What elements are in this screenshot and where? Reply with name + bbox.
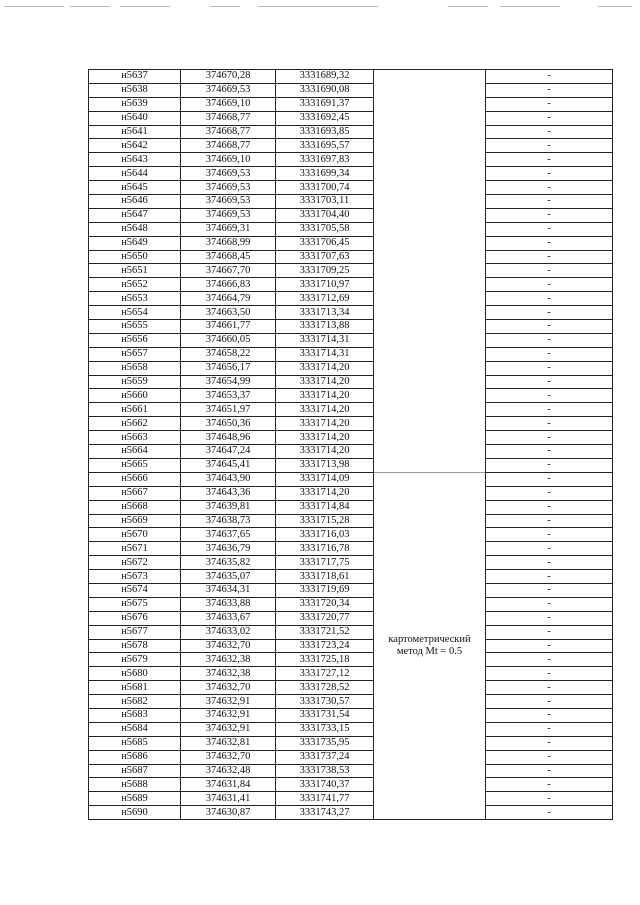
note-cell: - (486, 333, 613, 347)
table-row (89, 375, 613, 389)
x-coordinate-cell: 374632,81 (181, 736, 276, 750)
y-coordinate-cell: 3331714,09 (276, 472, 374, 486)
x-coordinate-cell: 374631,84 (181, 778, 276, 792)
x-coordinate-cell: 374669,53 (181, 181, 276, 195)
point-id-cell: н5642 (89, 139, 181, 153)
table-row (89, 667, 613, 681)
table-row (89, 361, 613, 375)
x-coordinate-cell: 374647,24 (181, 445, 276, 459)
table-row (89, 347, 613, 361)
table-row (89, 570, 613, 584)
table-row (89, 514, 613, 528)
point-id-cell: н5659 (89, 375, 181, 389)
x-coordinate-cell: 374637,65 (181, 528, 276, 542)
y-coordinate-cell: 3331716,78 (276, 542, 374, 556)
note-cell: - (486, 195, 613, 209)
table-row (89, 320, 613, 334)
y-coordinate-cell: 3331695,57 (276, 139, 374, 153)
x-coordinate-cell: 374668,99 (181, 236, 276, 250)
x-coordinate-cell: 374661,77 (181, 320, 276, 334)
x-coordinate-cell: 374650,36 (181, 417, 276, 431)
table-row (89, 806, 613, 820)
point-id-cell: н5649 (89, 236, 181, 250)
note-cell: - (486, 597, 613, 611)
scan-edge-marks (0, 6, 640, 10)
y-coordinate-cell: 3331715,28 (276, 514, 374, 528)
note-cell: - (486, 806, 613, 820)
table-row (89, 403, 613, 417)
table-row (89, 222, 613, 236)
note-cell: - (486, 667, 613, 681)
point-id-cell: н5662 (89, 417, 181, 431)
point-id-cell: н5652 (89, 278, 181, 292)
y-coordinate-cell: 3331692,45 (276, 111, 374, 125)
point-id-cell: н5674 (89, 583, 181, 597)
table-row (89, 278, 613, 292)
point-id-cell: н5655 (89, 320, 181, 334)
note-cell: - (486, 708, 613, 722)
table-row (89, 681, 613, 695)
point-id-cell: н5686 (89, 750, 181, 764)
table-row (89, 264, 613, 278)
note-cell: - (486, 306, 613, 320)
x-coordinate-cell: 374638,73 (181, 514, 276, 528)
point-id-cell: н5670 (89, 528, 181, 542)
y-coordinate-cell: 3331710,97 (276, 278, 374, 292)
x-coordinate-cell: 374667,70 (181, 264, 276, 278)
note-cell: - (486, 347, 613, 361)
point-id-cell: н5646 (89, 195, 181, 209)
point-id-cell: н5639 (89, 97, 181, 111)
note-cell: - (486, 222, 613, 236)
note-cell: - (486, 639, 613, 653)
y-coordinate-cell: 3331707,63 (276, 250, 374, 264)
x-coordinate-cell: 374635,82 (181, 556, 276, 570)
y-coordinate-cell: 3331719,69 (276, 583, 374, 597)
table-row (89, 583, 613, 597)
point-id-cell: н5644 (89, 167, 181, 181)
point-id-cell: н5688 (89, 778, 181, 792)
table-row (89, 708, 613, 722)
table-row (89, 431, 613, 445)
point-id-cell: н5678 (89, 639, 181, 653)
x-coordinate-cell: 374632,91 (181, 722, 276, 736)
y-coordinate-cell: 3331735,95 (276, 736, 374, 750)
note-cell: - (486, 472, 613, 486)
y-coordinate-cell: 3331689,32 (276, 70, 374, 84)
x-coordinate-cell: 374631,41 (181, 792, 276, 806)
note-cell: - (486, 500, 613, 514)
table-row (89, 181, 613, 195)
y-coordinate-cell: 3331713,98 (276, 458, 374, 472)
table-row (89, 556, 613, 570)
y-coordinate-cell: 3331730,57 (276, 695, 374, 709)
note-cell: - (486, 431, 613, 445)
y-coordinate-cell: 3331740,37 (276, 778, 374, 792)
coordinates-table-body (89, 70, 613, 820)
point-id-cell: н5677 (89, 625, 181, 639)
method-label: картометрический метод Mt = 0.5 (388, 633, 471, 657)
x-coordinate-cell: 374658,22 (181, 347, 276, 361)
x-coordinate-cell: 374635,07 (181, 570, 276, 584)
y-coordinate-cell: 3331697,83 (276, 153, 374, 167)
table-row (89, 792, 613, 806)
y-coordinate-cell: 3331714,31 (276, 347, 374, 361)
table-row (89, 653, 613, 667)
table-row (89, 167, 613, 181)
point-id-cell: н5664 (89, 445, 181, 459)
table-row (89, 750, 613, 764)
note-cell: - (486, 320, 613, 334)
note-cell: - (486, 625, 613, 639)
y-coordinate-cell: 3331728,52 (276, 681, 374, 695)
point-id-cell: н5676 (89, 611, 181, 625)
note-cell: - (486, 764, 613, 778)
x-coordinate-cell: 374645,41 (181, 458, 276, 472)
table-row (89, 236, 613, 250)
note-cell: - (486, 236, 613, 250)
point-id-cell: н5679 (89, 653, 181, 667)
x-coordinate-cell: 374643,90 (181, 472, 276, 486)
table-row (89, 639, 613, 653)
note-cell: - (486, 375, 613, 389)
point-id-cell: н5640 (89, 111, 181, 125)
point-id-cell: н5638 (89, 83, 181, 97)
x-coordinate-cell: 374639,81 (181, 500, 276, 514)
table-row (89, 97, 613, 111)
point-id-cell: н5675 (89, 597, 181, 611)
method-cell-upper (374, 70, 486, 473)
table-row (89, 139, 613, 153)
note-cell: - (486, 570, 613, 584)
y-coordinate-cell: 3331720,77 (276, 611, 374, 625)
y-coordinate-cell: 3331716,03 (276, 528, 374, 542)
x-coordinate-cell: 374663,50 (181, 306, 276, 320)
y-coordinate-cell: 3331704,40 (276, 208, 374, 222)
y-coordinate-cell: 3331738,53 (276, 764, 374, 778)
table-row (89, 389, 613, 403)
x-coordinate-cell: 374669,53 (181, 167, 276, 181)
point-id-cell: н5647 (89, 208, 181, 222)
note-cell: - (486, 181, 613, 195)
point-id-cell: н5682 (89, 695, 181, 709)
point-id-cell: н5669 (89, 514, 181, 528)
y-coordinate-cell: 3331731,54 (276, 708, 374, 722)
x-coordinate-cell: 374643,36 (181, 486, 276, 500)
point-id-cell: н5658 (89, 361, 181, 375)
note-cell: - (486, 792, 613, 806)
table-row (89, 486, 613, 500)
x-coordinate-cell: 374648,96 (181, 431, 276, 445)
note-cell: - (486, 125, 613, 139)
y-coordinate-cell: 3331743,27 (276, 806, 374, 820)
table-row (89, 625, 613, 639)
table-row (89, 722, 613, 736)
table-row (89, 333, 613, 347)
note-cell: - (486, 750, 613, 764)
note-cell: - (486, 361, 613, 375)
x-coordinate-cell: 374669,53 (181, 208, 276, 222)
y-coordinate-cell: 3331691,37 (276, 97, 374, 111)
x-coordinate-cell: 374632,70 (181, 750, 276, 764)
point-id-cell: н5680 (89, 667, 181, 681)
y-coordinate-cell: 3331705,58 (276, 222, 374, 236)
y-coordinate-cell: 3331741,77 (276, 792, 374, 806)
note-cell: - (486, 653, 613, 667)
point-id-cell: н5685 (89, 736, 181, 750)
point-id-cell: н5653 (89, 292, 181, 306)
note-cell: - (486, 556, 613, 570)
x-coordinate-cell: 374632,70 (181, 681, 276, 695)
y-coordinate-cell: 3331699,34 (276, 167, 374, 181)
x-coordinate-cell: 374664,79 (181, 292, 276, 306)
x-coordinate-cell: 374668,77 (181, 125, 276, 139)
table-row (89, 528, 613, 542)
note-cell: - (486, 445, 613, 459)
coordinates-table (88, 69, 613, 820)
note-cell: - (486, 292, 613, 306)
table-row (89, 542, 613, 556)
point-id-cell: н5683 (89, 708, 181, 722)
y-coordinate-cell: 3331690,08 (276, 83, 374, 97)
method-cell-lower (374, 472, 486, 819)
point-id-cell: н5672 (89, 556, 181, 570)
y-coordinate-cell: 3331733,15 (276, 722, 374, 736)
point-id-cell: н5687 (89, 764, 181, 778)
y-coordinate-cell: 3331714,20 (276, 375, 374, 389)
point-id-cell: н5663 (89, 431, 181, 445)
table-row (89, 70, 613, 84)
note-cell: - (486, 250, 613, 264)
x-coordinate-cell: 374632,38 (181, 653, 276, 667)
note-cell: - (486, 542, 613, 556)
table-row (89, 736, 613, 750)
y-coordinate-cell: 3331723,24 (276, 639, 374, 653)
x-coordinate-cell: 374668,45 (181, 250, 276, 264)
point-id-cell: н5641 (89, 125, 181, 139)
x-coordinate-cell: 374653,37 (181, 389, 276, 403)
y-coordinate-cell: 3331714,20 (276, 403, 374, 417)
note-cell: - (486, 403, 613, 417)
note-cell: - (486, 139, 613, 153)
x-coordinate-cell: 374666,83 (181, 278, 276, 292)
x-coordinate-cell: 374668,77 (181, 139, 276, 153)
x-coordinate-cell: 374656,17 (181, 361, 276, 375)
y-coordinate-cell: 3331713,34 (276, 306, 374, 320)
x-coordinate-cell: 374669,53 (181, 83, 276, 97)
y-coordinate-cell: 3331713,88 (276, 320, 374, 334)
x-coordinate-cell: 374670,28 (181, 70, 276, 84)
point-id-cell: н5654 (89, 306, 181, 320)
x-coordinate-cell: 374669,10 (181, 97, 276, 111)
y-coordinate-cell: 3331712,69 (276, 292, 374, 306)
note-cell: - (486, 583, 613, 597)
point-id-cell: н5667 (89, 486, 181, 500)
note-cell: - (486, 722, 613, 736)
x-coordinate-cell: 374669,53 (181, 195, 276, 209)
note-cell: - (486, 70, 613, 84)
point-id-cell: н5665 (89, 458, 181, 472)
point-id-cell: н5681 (89, 681, 181, 695)
y-coordinate-cell: 3331720,34 (276, 597, 374, 611)
x-coordinate-cell: 374632,91 (181, 695, 276, 709)
point-id-cell: н5690 (89, 806, 181, 820)
y-coordinate-cell: 3331717,75 (276, 556, 374, 570)
point-id-cell: н5684 (89, 722, 181, 736)
point-id-cell: н5666 (89, 472, 181, 486)
y-coordinate-cell: 3331700,74 (276, 181, 374, 195)
x-coordinate-cell: 374633,67 (181, 611, 276, 625)
x-coordinate-cell: 374669,31 (181, 222, 276, 236)
note-cell: - (486, 208, 613, 222)
note-cell: - (486, 167, 613, 181)
point-id-cell: н5660 (89, 389, 181, 403)
y-coordinate-cell: 3331706,45 (276, 236, 374, 250)
point-id-cell: н5657 (89, 347, 181, 361)
x-coordinate-cell: 374632,38 (181, 667, 276, 681)
note-cell: - (486, 111, 613, 125)
point-id-cell: н5656 (89, 333, 181, 347)
x-coordinate-cell: 374633,88 (181, 597, 276, 611)
y-coordinate-cell: 3331714,20 (276, 431, 374, 445)
note-cell: - (486, 486, 613, 500)
table-row (89, 458, 613, 472)
point-id-cell: н5648 (89, 222, 181, 236)
x-coordinate-cell: 374632,70 (181, 639, 276, 653)
note-cell: - (486, 153, 613, 167)
note-cell: - (486, 458, 613, 472)
table-row (89, 125, 613, 139)
table-row (89, 417, 613, 431)
y-coordinate-cell: 3331714,84 (276, 500, 374, 514)
x-coordinate-cell: 374630,87 (181, 806, 276, 820)
y-coordinate-cell: 3331709,25 (276, 264, 374, 278)
x-coordinate-cell: 374634,31 (181, 583, 276, 597)
x-coordinate-cell: 374669,10 (181, 153, 276, 167)
note-cell: - (486, 528, 613, 542)
table-row (89, 472, 613, 486)
point-id-cell: н5661 (89, 403, 181, 417)
x-coordinate-cell: 374636,79 (181, 542, 276, 556)
y-coordinate-cell: 3331727,12 (276, 667, 374, 681)
y-coordinate-cell: 3331714,20 (276, 389, 374, 403)
table-row (89, 111, 613, 125)
y-coordinate-cell: 3331725,18 (276, 653, 374, 667)
note-cell: - (486, 83, 613, 97)
table-row (89, 208, 613, 222)
point-id-cell: н5650 (89, 250, 181, 264)
point-id-cell: н5689 (89, 792, 181, 806)
table-row (89, 306, 613, 320)
point-id-cell: н5673 (89, 570, 181, 584)
y-coordinate-cell: 3331714,20 (276, 445, 374, 459)
x-coordinate-cell: 374660,05 (181, 333, 276, 347)
table-row (89, 764, 613, 778)
x-coordinate-cell: 374651,97 (181, 403, 276, 417)
x-coordinate-cell: 374654,99 (181, 375, 276, 389)
x-coordinate-cell: 374632,91 (181, 708, 276, 722)
note-cell: - (486, 278, 613, 292)
note-cell: - (486, 681, 613, 695)
table-row (89, 250, 613, 264)
point-id-cell: н5643 (89, 153, 181, 167)
y-coordinate-cell: 3331693,85 (276, 125, 374, 139)
table-row (89, 611, 613, 625)
point-id-cell: н5637 (89, 70, 181, 84)
x-coordinate-cell: 374633,02 (181, 625, 276, 639)
point-id-cell: н5645 (89, 181, 181, 195)
table-row (89, 597, 613, 611)
table-row (89, 778, 613, 792)
y-coordinate-cell: 3331721,52 (276, 625, 374, 639)
note-cell: - (486, 778, 613, 792)
point-id-cell: н5651 (89, 264, 181, 278)
y-coordinate-cell: 3331737,24 (276, 750, 374, 764)
y-coordinate-cell: 3331718,61 (276, 570, 374, 584)
x-coordinate-cell: 374668,77 (181, 111, 276, 125)
table-row (89, 83, 613, 97)
note-cell: - (486, 264, 613, 278)
note-cell: - (486, 611, 613, 625)
table-row (89, 695, 613, 709)
x-coordinate-cell: 374632,48 (181, 764, 276, 778)
note-cell: - (486, 514, 613, 528)
table-row (89, 500, 613, 514)
point-id-cell: н5668 (89, 500, 181, 514)
table-row (89, 292, 613, 306)
note-cell: - (486, 97, 613, 111)
note-cell: - (486, 417, 613, 431)
table-row (89, 153, 613, 167)
y-coordinate-cell: 3331714,31 (276, 333, 374, 347)
table-row (89, 195, 613, 209)
y-coordinate-cell: 3331714,20 (276, 417, 374, 431)
y-coordinate-cell: 3331714,20 (276, 361, 374, 375)
note-cell: - (486, 695, 613, 709)
point-id-cell: н5671 (89, 542, 181, 556)
y-coordinate-cell: 3331703,11 (276, 195, 374, 209)
note-cell: - (486, 736, 613, 750)
table-row (89, 445, 613, 459)
y-coordinate-cell: 3331714,20 (276, 486, 374, 500)
note-cell: - (486, 389, 613, 403)
